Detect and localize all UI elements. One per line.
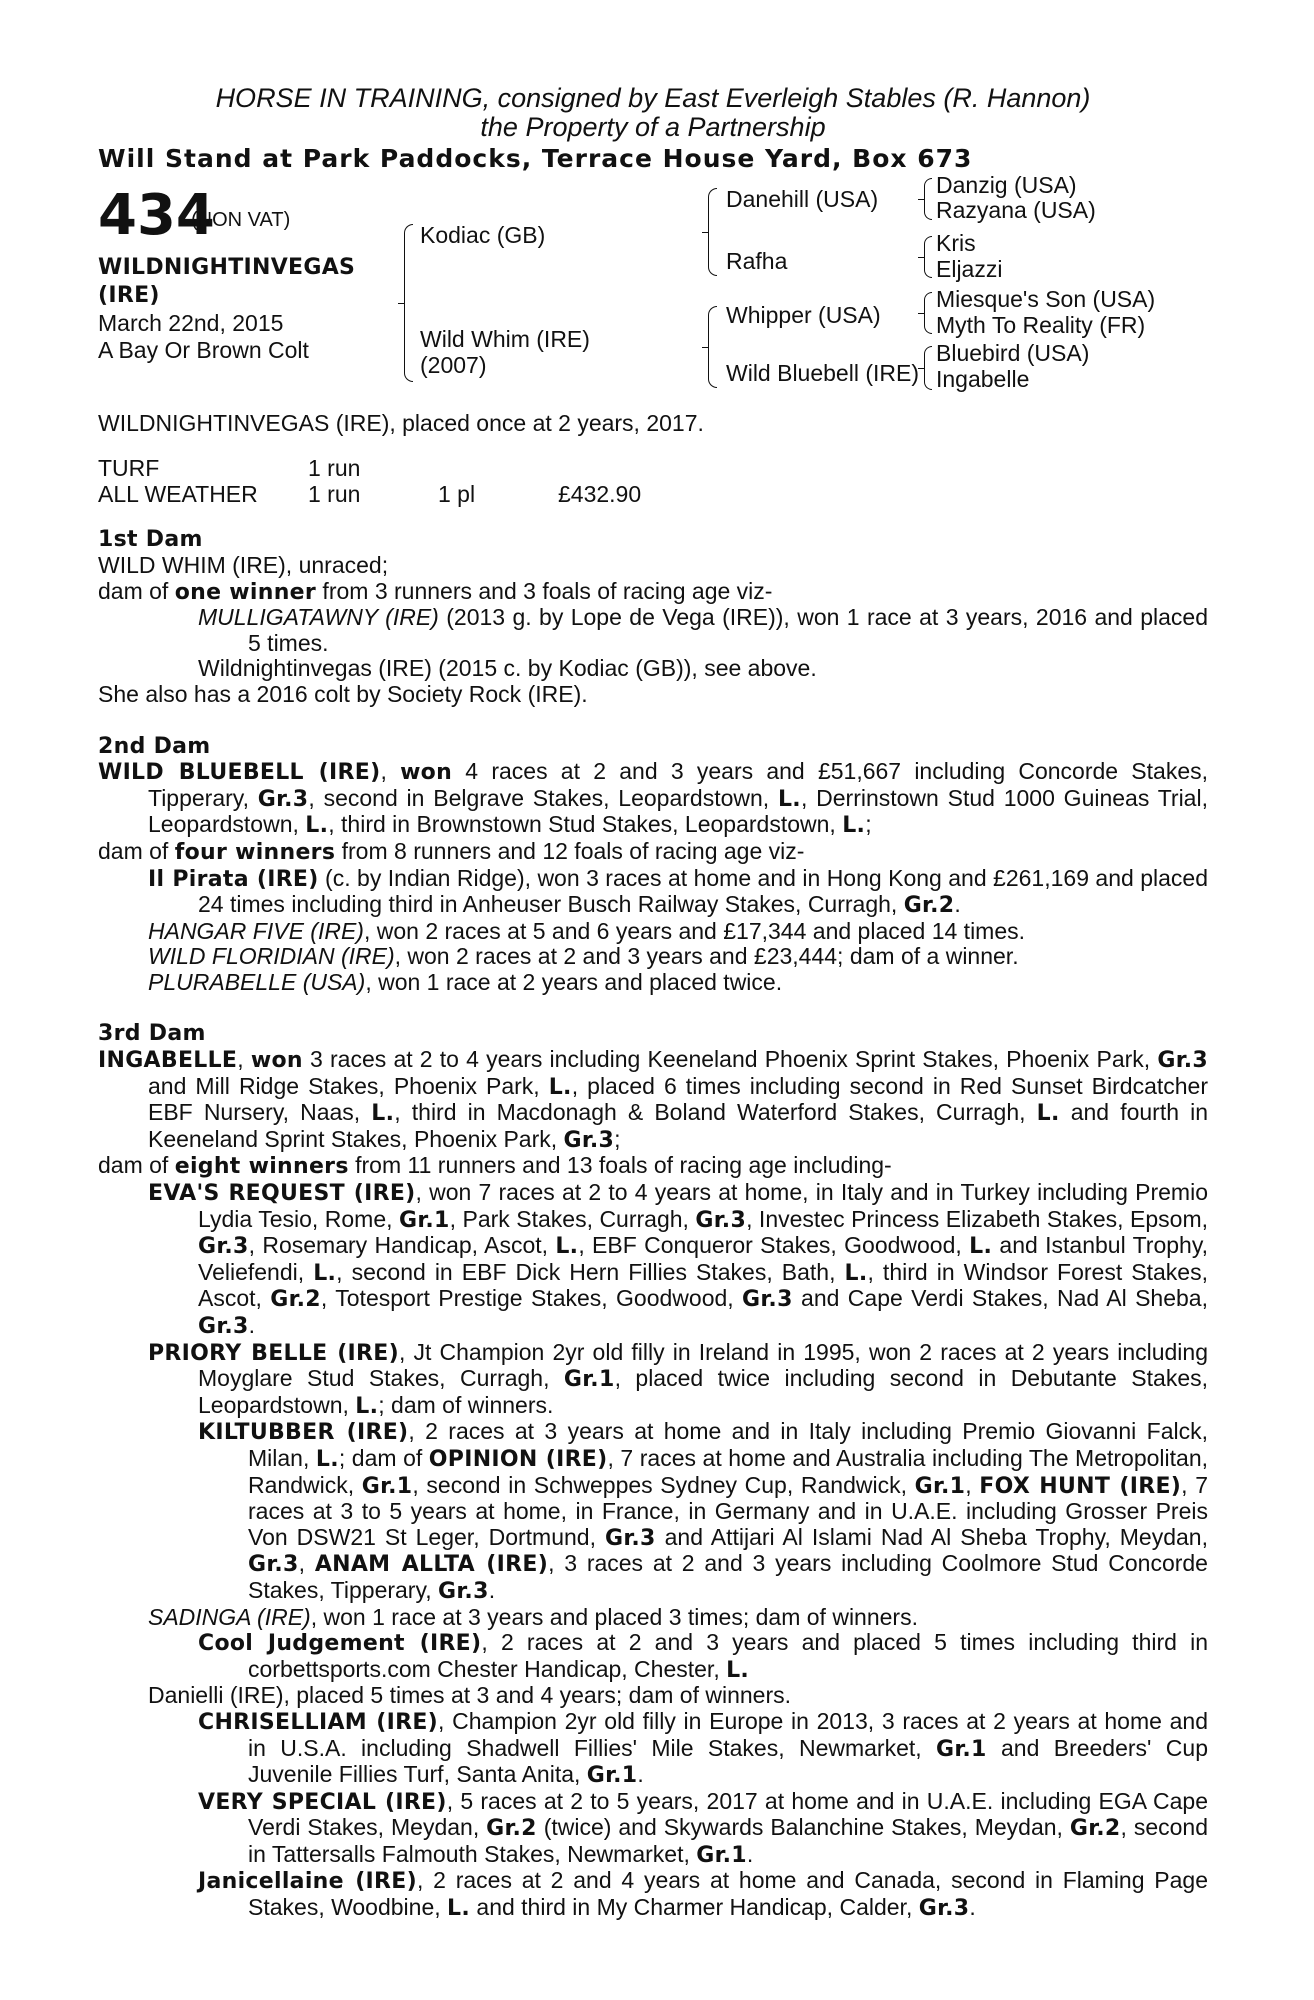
third-dam-produce-intro: dam of eight winners from 11 runners and 13 foals of racing age including- bbox=[98, 1152, 892, 1180]
produce-entry: WILD FLORIDIAN (IRE), won 2 races at 2 and 3 years and £23,444; dam of a winner. bbox=[148, 943, 1019, 970]
horse-details bbox=[98, 254, 355, 364]
second-dam-heading: 2nd Dam bbox=[98, 733, 211, 759]
second-dam-record: WILD BLUEBELL (IRE), won 4 races at 2 and 3 years and £51,667 including Concorde Stakes, Tipperary, Gr.3, second in Belgrave Stakes, Leopardstown, L., Derrinstown Stud 1000 Guineas Trial, Leopardstown, L., third in Brownstown Stud Stakes, Leopardstown, L.; bbox=[98, 758, 1209, 839]
pedigree-dss: Miesque's Son (USA) bbox=[936, 285, 1156, 312]
location-line: Will Stand at Park Paddocks, Terrace House Yard, Box 673 bbox=[98, 144, 973, 173]
produce-entry: HANGAR FIVE (IRE), won 2 races at 5 and 6 years and £17,344 and placed 14 times. bbox=[148, 917, 1026, 944]
produce-entry: SADINGA (IRE), won 1 race at 3 years and placed 3 times; dam of winners. bbox=[148, 1603, 918, 1630]
grand-produce-entry: VERY SPECIAL (IRE), 5 races at 2 to 5 years, 2017 at home and in U.A.E. including EGA Cape Verdi Stakes, Meydan, Gr.2 (twice) and Skywards Balanchine Stakes, Meydan, Gr.2, second in Tattersalls Falmouth Stakes, Newmarket, Gr.1. bbox=[198, 1787, 1209, 1868]
stat-earnings bbox=[558, 456, 708, 482]
horse-name: WILDNIGHTINVEGAS bbox=[98, 254, 356, 280]
property-line: the Property of a Partnership bbox=[480, 112, 826, 142]
first-dam-note: She also has a 2016 colt by Society Rock (IRE). bbox=[98, 680, 588, 707]
pedigree-brace-dd bbox=[924, 346, 932, 390]
stat-surface: TURF bbox=[98, 455, 160, 482]
produce-entry: Danielli (IRE), placed 5 times at 3 and 4 years; dam of winners. bbox=[148, 1682, 792, 1709]
pedigree-dam-year: (2007) bbox=[420, 351, 487, 378]
pedigree-dds: Bluebird (USA) bbox=[936, 339, 1090, 366]
first-dam-produce-intro: dam of one winner from 3 runners and 3 foals of racing age viz- bbox=[98, 577, 773, 605]
produce-entry: Il Pirata (IRE) (c. by Indian Ridge), won 3 races at home and in Hong Kong and £261,169 and placed 24 times including third in Anheuser Busch Railway Stakes, Curragh, Gr.2. bbox=[148, 864, 1209, 919]
pedigree-brace-sire bbox=[708, 188, 717, 276]
stat-runs: 1 run bbox=[308, 480, 361, 507]
stat-surface: ALL WEATHER bbox=[98, 480, 258, 507]
race-summary: WILDNIGHTINVEGAS (IRE), placed once at 2 years, 2017. bbox=[98, 409, 704, 436]
pedigree-sss: Danzig (USA) bbox=[936, 171, 1077, 198]
pedigree-sire-sire: Danehill (USA) bbox=[726, 185, 879, 212]
grand-produce-entry: KILTUBBER (IRE), 2 races at 3 years at home and in Italy including Premio Giovanni Falck, Milan, L.; dam of OPINION (IRE), 7 races at home and Australia including The Metropolitan, Randwick, Gr.1, second in Schweppes Sydney Cup, Randwick, Gr.1, FOX HUNT (IRE), 7 races at 3 to 5 years at home, in France, in Germany and in U.A.E. including Grosser Preis Von DSW21 St Leger, Dortmund, Gr.3 and Attijari Al Islami Nad Al Sheba Trophy, Meydan, Gr.3, ANAM ALLTA (IRE), 3 races at 2 and 3 years including Coolmore Stud Concorde Stakes, Tipperary, Gr.3. bbox=[198, 1418, 1209, 1604]
foaling-date: March 22nd, 2015 bbox=[98, 309, 284, 336]
third-dam-record: INGABELLE, won 3 races at 2 to 4 years including Keeneland Phoenix Sprint Stakes, Phoenix Park, Gr.3 and Mill Ridge Stakes, Phoenix Park, L., placed 6 times including second in Red Sunset Birdcatcher EBF Nursery, Naas, L., third in Macdonagh & Boland Waterford Stakes, Curragh, L. and fourth in Keeneland Sprint Stakes, Phoenix Park, Gr.3; bbox=[98, 1046, 1208, 1153]
horse-description: A Bay Or Brown Colt bbox=[98, 336, 309, 363]
second-dam-produce-intro: dam of four winners from 8 runners and 12 foals of racing age viz- bbox=[98, 837, 805, 865]
pedigree-dam-dam: Wild Bluebell (IRE) bbox=[726, 359, 919, 386]
first-dam-heading: 1st Dam bbox=[98, 527, 203, 553]
catalogue-page bbox=[98, 84, 1208, 1922]
pedigree-ssd: Razyana (USA) bbox=[936, 196, 1096, 223]
race-record-table bbox=[98, 456, 1208, 507]
pedigree-dam: Wild Whim (IRE) bbox=[420, 325, 590, 352]
pedigree-dam-sire: Whipper (USA) bbox=[726, 301, 881, 328]
grand-produce-entry: Janicellaine (IRE), 2 races at 2 and 4 years at home and Canada, second in Flaming Page Stakes, Woodbine, L. and third in My Charmer Handicap, Calder, Gr.3. bbox=[198, 1867, 1209, 1922]
pedigree-brace-ds bbox=[924, 292, 932, 334]
vat-status: (NON VAT) bbox=[191, 208, 291, 231]
produce-entry: MULLIGATAWNY (IRE) (2013 g. by Lope de Vega (IRE)), won 1 race at 3 years, 2016 and placed 5 times. bbox=[198, 604, 1209, 656]
pedigree-brace-ss bbox=[924, 178, 932, 220]
first-dam-line: WILD WHIM (IRE), unraced; bbox=[98, 551, 389, 578]
stat-runs: 1 run bbox=[308, 455, 361, 482]
pedigree-sire-dam: Rafha bbox=[726, 247, 788, 274]
pedigree-brace-dam bbox=[708, 306, 717, 388]
stat-placed: 1 pl bbox=[438, 480, 476, 507]
pedigree-brace-main bbox=[404, 224, 413, 382]
produce-entry: EVA'S REQUEST (IRE), won 7 races at 2 to 4 years at home, in Italy and in Turkey including Premio Lydia Tesio, Rome, Gr.1, Park Stakes, Curragh, Gr.3, Investec Princess Elizabeth Stakes, Epsom, Gr.3, Rosemary Handicap, Ascot, L., EBF Conqueror Stakes, Goodwood, L. and Istanbul Trophy, Veliefendi, L., second in EBF Dick Hern Fillies Stakes, Bath, L., third in Windsor Forest Stakes, Ascot, Gr.2, Totesport Prestige Stakes, Goodwood, Gr.3 and Cape Verdi Stakes, Nad Al Sheba, Gr.3. bbox=[148, 1179, 1209, 1339]
horse-country: (IRE) bbox=[98, 282, 160, 308]
stat-placed bbox=[438, 456, 558, 482]
pedigree-sds: Kris bbox=[936, 229, 976, 256]
produce-entry: PRIORY BELLE (IRE), Jt Champion 2yr old filly in Ireland in 1995, won 2 races at 2 years including Moyglare Stud Stakes, Curragh, Gr.1, placed twice including second in Debutante Stakes, Leopardstown, L.; dam of winners. bbox=[148, 1338, 1208, 1419]
pedigree-sire: Kodiac (GB) bbox=[420, 221, 546, 248]
pedigree-sdd: Eljazzi bbox=[936, 255, 1003, 282]
produce-entry: Wildnightinvegas (IRE) (2015 c. by Kodiac (GB)), see above. bbox=[198, 655, 817, 682]
stat-earnings: £432.90 bbox=[558, 480, 642, 507]
pedigree-dsd: Myth To Reality (FR) bbox=[936, 311, 1146, 338]
lot-number: 434 bbox=[98, 182, 215, 248]
pedigree-brace-sd bbox=[924, 236, 932, 278]
lot-block bbox=[98, 171, 1208, 411]
consignor-line: HORSE IN TRAINING, consigned by East Everleigh Stables (R. Hannon) bbox=[215, 83, 1091, 113]
grand-produce-entry: CHRISELLIAM (IRE), Champion 2yr old filly in Europe in 2013, 3 races at 2 years at home and in U.S.A. including Shadwell Fillies' Mile Stakes, Newmarket, Gr.1 and Breeders' Cup Juvenile Fillies Turf, Santa Anita, Gr.1. bbox=[198, 1707, 1208, 1789]
third-dam-heading: 3rd Dam bbox=[98, 1021, 206, 1047]
pedigree-ddd: Ingabelle bbox=[936, 365, 1030, 392]
grand-produce-entry: Cool Judgement (IRE), 2 races at 2 and 3 years and placed 5 times including third in corbettsports.com Chester Handicap, Chester, L. bbox=[198, 1629, 1208, 1683]
produce-entry: PLURABELLE (USA), won 1 race at 2 years and placed twice. bbox=[148, 968, 783, 995]
